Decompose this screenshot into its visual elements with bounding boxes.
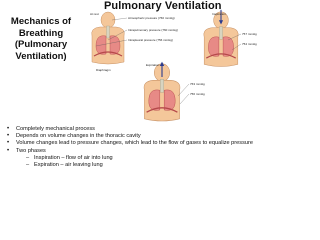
label-insp-754: 754 mmHg [242, 42, 257, 46]
label-intrapulmonary: Intrapulmonary pressure (760 mmHg) [128, 28, 179, 32]
title-line-2: Breathing [18, 27, 64, 39]
sub-bullet-item: – Expiration – air leaving lung [4, 162, 262, 169]
leader-line [180, 94, 189, 104]
title-line-4: Ventilation) [15, 50, 67, 62]
label-intrapleural: Intrapleural pressure (756 mmHg) [128, 38, 174, 42]
bullet-item: • Volume changes lead to pressure changes, which lead to the flow of gases to equalize pressure [4, 140, 262, 147]
label-exp-763: 763 mmHg [190, 82, 205, 86]
ventilation-diagram [82, 0, 264, 124]
pulmonary-ventilation-figure [82, 0, 264, 124]
bullet-item: • Two phases [4, 148, 262, 155]
bullet-item: • Depends on volume changes in the thoracic cavity [4, 133, 262, 140]
bullet-item: • Completely mechanical process [4, 126, 262, 133]
label-expiration: Expiration [146, 63, 160, 67]
label-exp-756: 756 mmHg [190, 92, 205, 96]
label-insp-757: 757 mmHg [242, 32, 257, 36]
label-inspiration: Inspiration [212, 12, 226, 16]
at-rest-torso [92, 12, 125, 64]
bullet-list [4, 126, 262, 169]
sub-bullet-item: – Inspiration – flow of air into lung [4, 155, 262, 162]
label-atmospheric: Atmospheric pressure (760 mmHg) [128, 16, 175, 20]
expiration-torso [144, 62, 180, 121]
label-at-rest: At rest [90, 12, 99, 16]
figure-title: Pulmonary Ventilation [104, 0, 222, 12]
inspiration-torso [204, 10, 238, 67]
title-line-1: Mechanics of [10, 16, 72, 27]
title-line-3: (Pulmonary [14, 39, 68, 50]
slide-title [2, 16, 80, 62]
label-diaphragm: Diaphragm [96, 68, 111, 72]
